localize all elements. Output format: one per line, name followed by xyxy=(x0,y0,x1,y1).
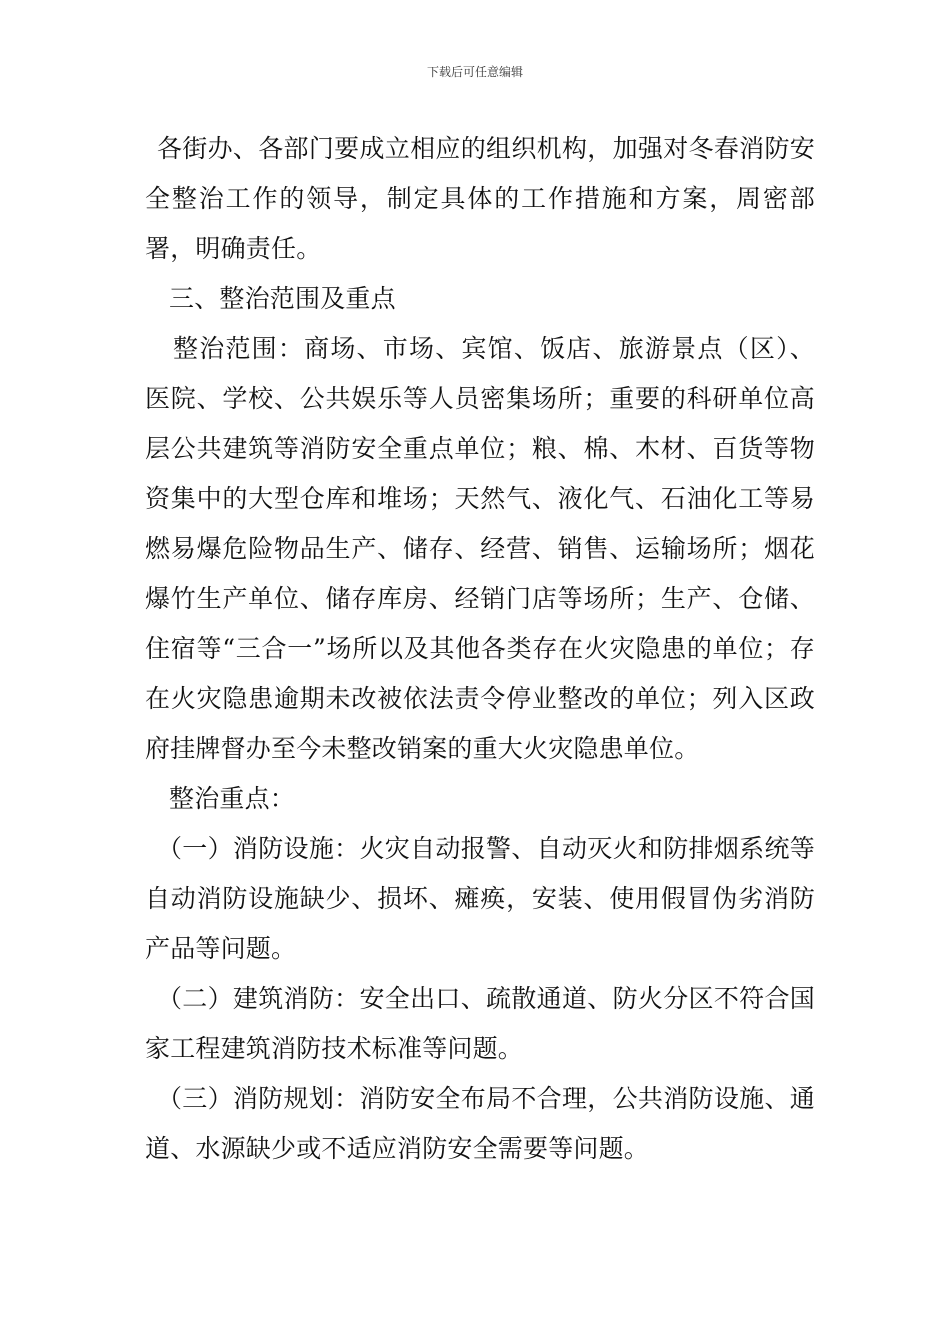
paragraph-scope: 整治范围：商场、市场、宾馆、饭店、旅游景点（区）、医院、学校、公共娱乐等人员密集场所；重要的科研单位高层公共建筑等消防安全重点单位；粮、棉、木材、百货等物资集中的大型仓库和堆场；天然气、液化气、石油化工等易燃易爆危险物品生产、储存、经营、销售、运输场所；烟花爆竹生产单位、储存库房、经销门店等场所；生产、仓储、住宿等“三合一”场所以及其他各类存在火灾隐患的单位；存在火灾隐患逾期未改被依法责令停业整改的单位；列入区政府挂牌督办至今未整改销案的重大火灾隐患单位。 xyxy=(145,334,815,763)
paragraph-item-2: （二）建筑消防：安全出口、疏散通道、防火分区不符合国家工程建筑消防技术标准等问题。 xyxy=(145,984,815,1063)
page-header-note: 下载后可任意编辑 xyxy=(426,65,523,79)
document-body xyxy=(145,124,815,1174)
section-heading-scope: 三、整治范围及重点 xyxy=(169,284,396,313)
paragraph-item-3: （三）消防规划：消防安全布局不合理，公共消防设施、通道、水源缺少或不适应消防安全需要等问题。 xyxy=(145,1084,815,1163)
paragraph-organization: 各街办、各部门要成立相应的组织机构，加强对冬春消防安全整治工作的领导，制定具体的工作措施和方案，周密部署，明确责任。 xyxy=(145,134,815,263)
paragraph-item-1: （一）消防设施：火灾自动报警、自动灭火和防排烟系统等自动消防设施缺少、损坏、瘫痪，安装、使用假冒伪劣消防产品等问题。 xyxy=(145,834,815,963)
paragraph-focus-label: 整治重点： xyxy=(169,784,296,813)
